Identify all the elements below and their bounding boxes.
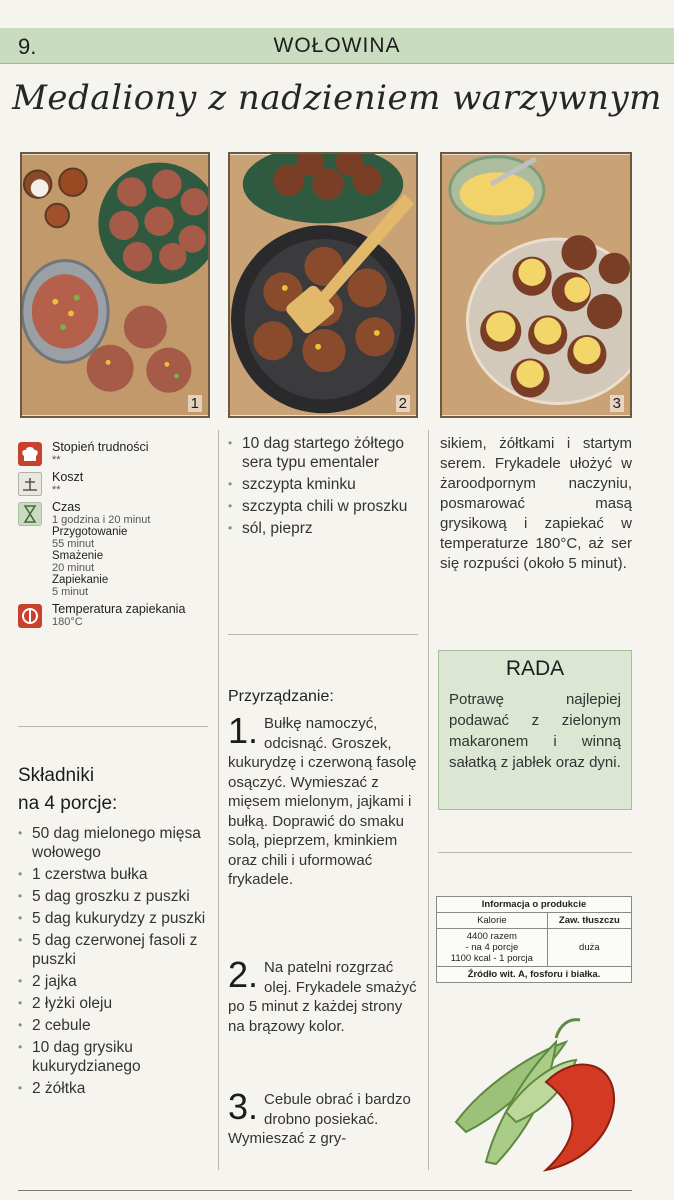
difficulty-label: Stopień trudności bbox=[52, 440, 149, 454]
step-photo-1 bbox=[20, 152, 210, 418]
ingredient-item: • 2 żółtka bbox=[18, 1079, 208, 1098]
ingredient-item: • 2 jajka bbox=[18, 972, 208, 991]
product-info-caption: Informacja o produkcie bbox=[437, 897, 632, 913]
product-info-table bbox=[436, 896, 632, 983]
page-number: 9. bbox=[18, 34, 37, 59]
bottom-rule bbox=[18, 1190, 632, 1191]
frying-pan-illustration bbox=[230, 154, 416, 416]
fry-value: 20 minut bbox=[52, 562, 95, 574]
column-divider bbox=[218, 430, 219, 1170]
prep-value: 55 minut bbox=[52, 538, 95, 550]
oven-icon bbox=[18, 604, 42, 628]
section-divider bbox=[228, 634, 418, 635]
ingredient-item: • 10 dag startego żółtego sera typu ementaler bbox=[228, 434, 418, 472]
step-text: Cebule obrać i bardzo drobno posiekać. Wymieszać z gry- bbox=[228, 1091, 411, 1147]
step-text: Bułkę namoczyć, odcisnąć. Groszek, kukurydzę i czerwoną fasolę osączyć. Wymieszać z mięsem mielonym, jajkami i bułką. Doprawić do smaku solą, pieprzem, kminkiem oraz chili i uformować frykadele. bbox=[228, 715, 417, 888]
ingredients-list-continued bbox=[228, 434, 418, 541]
page-header bbox=[0, 28, 674, 64]
column-divider bbox=[428, 430, 429, 1170]
casserole-dish-illustration bbox=[442, 154, 630, 416]
section-divider bbox=[438, 852, 632, 853]
photo-number: 2 bbox=[396, 395, 410, 412]
section-divider bbox=[18, 726, 208, 727]
calories-portions: - na 4 porcje bbox=[465, 942, 519, 953]
photo-number: 3 bbox=[610, 395, 624, 412]
calories-header: Kalorie bbox=[437, 913, 548, 929]
hourglass-icon bbox=[18, 502, 42, 526]
ingredient-item: • 50 dag mielonego mięsa wołowego bbox=[18, 824, 208, 862]
preparation-step-3 bbox=[228, 1086, 418, 1149]
bake-label: Zapiekanie bbox=[52, 574, 109, 586]
peas-and-chili-illustration bbox=[446, 1012, 646, 1172]
recipe-title: Medaliony z nadzieniem warzywnym bbox=[12, 78, 662, 118]
tip-box bbox=[438, 650, 632, 810]
photo-number: 1 bbox=[188, 395, 202, 412]
ingredient-item: • 2 łyżki oleju bbox=[18, 994, 208, 1013]
ingredient-item: • sól, pieprz bbox=[228, 519, 418, 538]
ingredient-item: • szczypta chili w proszku bbox=[228, 497, 418, 516]
preparation-heading: Przyrządzanie: bbox=[228, 688, 334, 705]
fat-value: duża bbox=[547, 929, 631, 967]
ingredients-heading-line2: na 4 porcje: bbox=[18, 793, 118, 814]
ingredients-list bbox=[18, 824, 208, 1101]
preparation-step-2 bbox=[228, 954, 418, 1036]
ingredient-item: • 1 czerstwa bułka bbox=[18, 865, 208, 884]
step-number: 3. bbox=[228, 1086, 259, 1127]
prep-label: Przygotowanie bbox=[52, 526, 128, 538]
step-number: 2. bbox=[228, 954, 259, 995]
nutrition-source: Źródło wit. A, fosforu i białka. bbox=[437, 967, 632, 983]
calories-cell bbox=[437, 929, 548, 967]
category-title: WOŁOWINA bbox=[273, 34, 401, 57]
time-value: 1 godzina i 20 minut bbox=[52, 514, 151, 526]
fat-header: Zaw. tłuszczu bbox=[547, 913, 631, 929]
tip-text: Potrawę najlepiej podawać z zielonym makaronem i winną sałatką z jabłek oraz dyni. bbox=[449, 691, 621, 771]
ingredient-item: • 5 dag czerwonej fasoli z puszki bbox=[18, 931, 208, 969]
time-row bbox=[18, 500, 208, 598]
ingredient-item: • 5 dag groszku z puszki bbox=[18, 887, 208, 906]
time-label: Czas bbox=[52, 500, 81, 514]
ingredient-item: • 2 cebule bbox=[18, 1016, 208, 1035]
ingredient-item: • 10 dag grysiku kukurydzianego bbox=[18, 1038, 208, 1076]
scale-icon bbox=[18, 472, 42, 496]
ingredients-heading-line1: Składniki bbox=[18, 765, 95, 786]
recipe-info bbox=[18, 440, 208, 632]
cost-row bbox=[18, 470, 208, 496]
difficulty-row bbox=[18, 440, 208, 466]
patties-raw-illustration bbox=[22, 154, 208, 416]
temperature-value: 180°C bbox=[52, 616, 83, 628]
step-text: Na patelni rozgrzać olej. Frykadele smażyć po 5 minut z każdej strony na brązowy kolor. bbox=[228, 959, 417, 1035]
ingredients-heading bbox=[18, 762, 117, 818]
preparation-step-1 bbox=[228, 710, 418, 890]
step-photo-2 bbox=[228, 152, 418, 418]
temperature-row bbox=[18, 602, 208, 628]
fry-label: Smażenie bbox=[52, 550, 104, 562]
step-photo-3 bbox=[440, 152, 632, 418]
cost-value: ** bbox=[52, 484, 61, 496]
chef-hat-icon bbox=[18, 442, 42, 466]
calories-per-portion: 1100 kcal - 1 porcja bbox=[450, 953, 533, 964]
preparation-continuation: sikiem, żółtkami i startym serem. Frykadele ułożyć w żaroodpornym naczyniu, posmarować masą grysikową i zapiekać w temperaturze 180°C, aż ser się rozpuści (około 5 minut). bbox=[440, 435, 632, 572]
cost-label: Koszt bbox=[52, 470, 84, 484]
ingredient-item: • szczypta kminku bbox=[228, 475, 418, 494]
difficulty-value: ** bbox=[52, 454, 61, 466]
step-number: 1. bbox=[228, 710, 259, 751]
bake-value: 5 minut bbox=[52, 586, 89, 598]
ingredient-item: • 5 dag kukurydzy z puszki bbox=[18, 909, 208, 928]
calories-total: 4400 razem bbox=[466, 931, 517, 942]
temperature-label: Temperatura zapiekania bbox=[52, 602, 186, 616]
tip-title: RADA bbox=[505, 657, 565, 680]
